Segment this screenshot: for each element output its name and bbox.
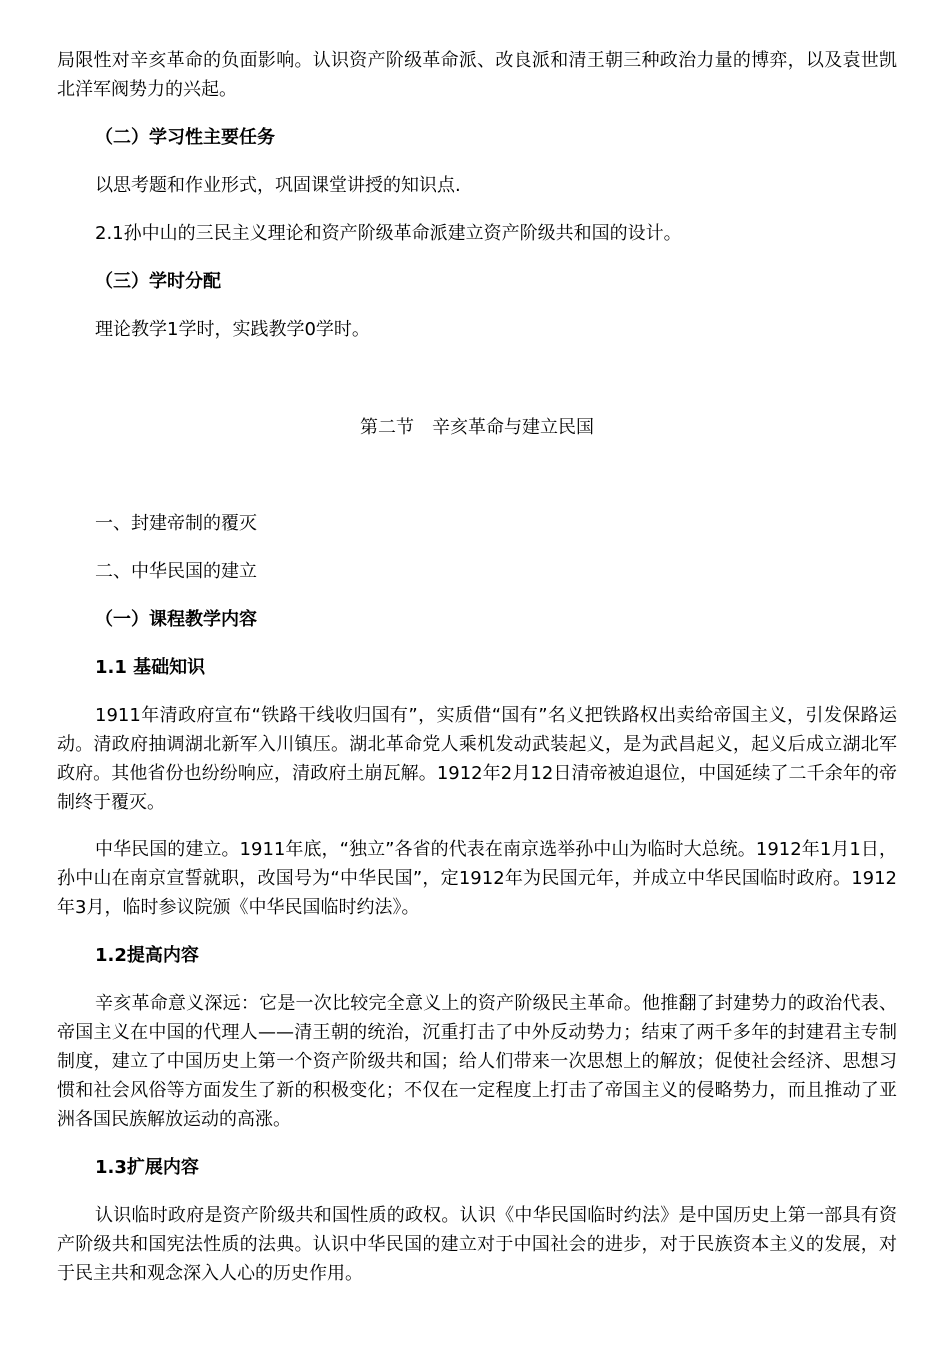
paragraph-tasks-homework: 以思考题和作业形式，巩固课堂讲授的知识点. [95,175,461,196]
paragraph-tasks-sun-yat-sen: 2.1孙中山的三民主义理论和资产阶级革命派建立资产阶级共和国的设计。 [95,223,682,244]
list-item-republic-founding: 二、中华民国的建立 [95,561,257,582]
heading-course-content: （一）课程教学内容 [95,609,257,630]
paragraph-revolution-significance: 辛亥革命意义深远：它是一次比较完全意义上的资产阶级民主革命。他推翻了封建势力的政治代表、帝国主义在中国的代理人——清王朝的统治，沉重打击了中外反动势力；结束了两千多年的封建君主专制制度，建立了中国历史上第一个资产阶级共和国；给人们带来一次思想上的解放；促使社会经济、思想习惯和社会风俗等方面发生了新的积极变化；不仅在一定程度上打击了帝国主义的侵略势力，而且推动了亚洲各国民族解放运动的高涨。 [57,993,897,1130]
list-item-imperial-collapse: 一、封建帝制的覆灭 [95,513,257,534]
heading-learning-tasks: （二）学习性主要任务 [95,127,275,148]
heading-advanced-content: 1.2提高内容 [95,945,199,966]
paragraph-provisional-government: 认识临时政府是资产阶级共和国性质的政权。认识《中华民国临时约法》是中国历史上第一部具有资产阶级共和国宪法性质的法典。认识中华民国的建立对于中国社会的进步，对于民族资本主义的发展，对于民主共和观念深入人心的历史作用。 [57,1205,897,1284]
heading-hour-allocation: （三）学时分配 [95,271,221,292]
heading-extended-content: 1.3扩展内容 [95,1157,199,1178]
paragraph-republic-founding: 中华民国的建立。1911年底，“独立”各省的代表在南京选举孙中山为临时大总统。1912年1月1日，孙中山在南京宣誓就职，改国号为“中华民国”，定1912年为民国元年，并成立中华民国临时政府。1912年3月，临时参议院颁《中华民国临时约法》。 [57,839,897,918]
section-title: 第二节 辛亥革命与建立民国 [360,417,594,438]
paragraph-wuchang-uprising: 1911年清政府宣布“铁路干线收归国有”，实质借“国有”名义把铁路权出卖给帝国主义，引发保路运动。清政府抽调湖北新军入川镇压。湖北革命党人乘机发动武装起义，是为武昌起义，起义后成立湖北军政府。其他省份也纷纷响应，清政府土崩瓦解。1912年2月12日清帝被迫退位，中国延续了二千余年的帝制终于覆灭。 [57,705,897,813]
paragraph-limitations: 局限性对辛亥革命的负面影响。认识资产阶级革命派、改良派和清王朝三种政治力量的博弈，以及袁世凯北洋军阀势力的兴起。 [57,50,897,100]
heading-basic-knowledge: 1.1 基础知识 [95,657,206,678]
paragraph-hours: 理论教学1学时，实践教学0学时。 [95,319,370,340]
